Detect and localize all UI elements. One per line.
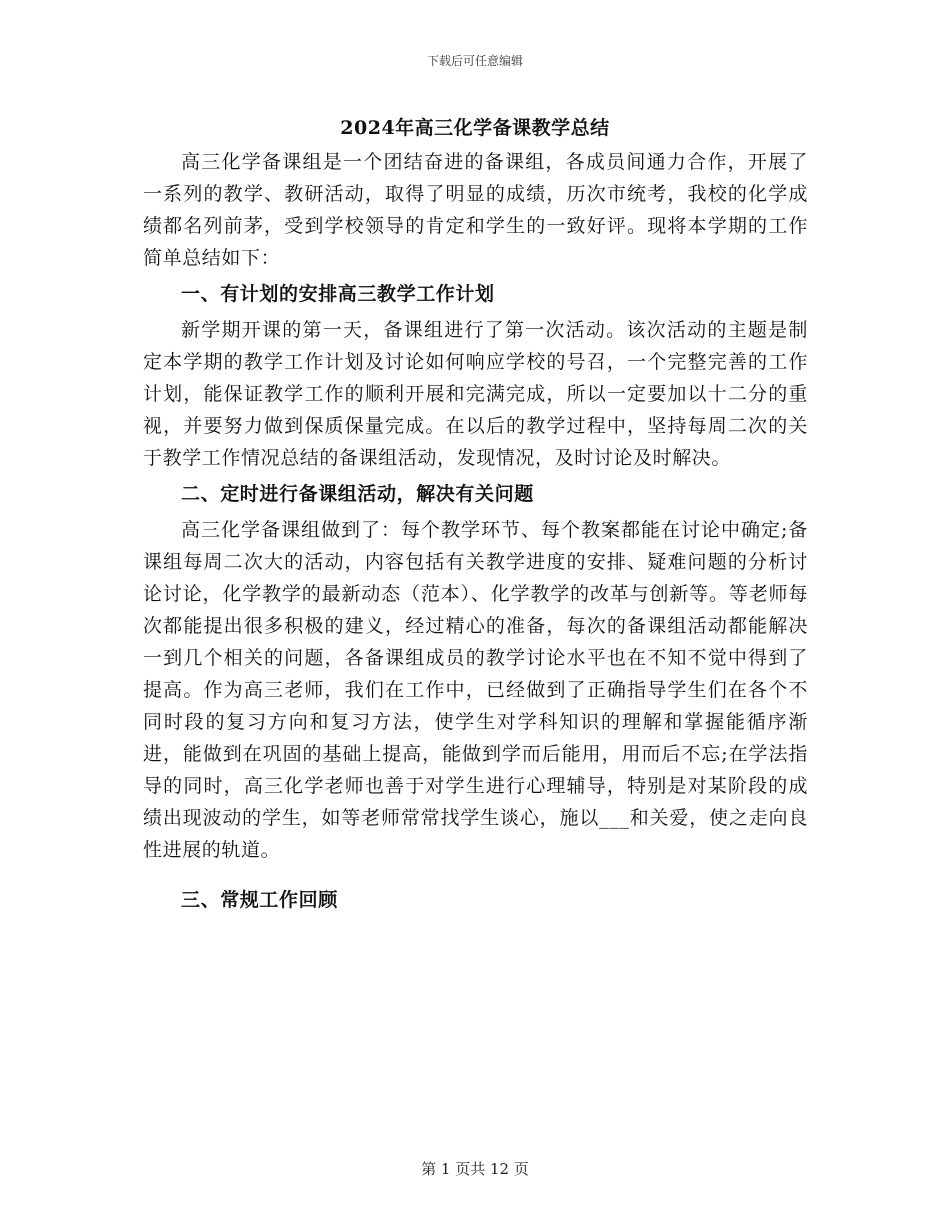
section-3-heading: 三、常规工作回顾 — [181, 889, 338, 911]
document-title: 2024年高三化学备课教学总结 — [340, 117, 610, 139]
section-2-heading: 二、定时进行备课组活动，解决有关问题 — [181, 483, 534, 505]
intro-paragraph: 高三化学备课组是一个团结奋进的备课组，各成员间通力合作，开展了一系列的教学、教研活动，取得了明显的成绩，历次市统考，我校的化学成绩都名列前茅，受到学校领导的肯定和学生的一致好评。现将本学期的工作简单总结如下： — [143, 151, 808, 269]
header-note: 下载后可任意编辑 — [426, 54, 523, 68]
document-body — [143, 146, 808, 920]
section-1-heading: 一、有计划的安排高三教学工作计划 — [181, 283, 495, 305]
section-2-paragraph: 高三化学备课组做到了：每个教学环节、每个教案都能在讨论中确定;备课组每周二次大的活动，内容包括有关教学进度的安排、疑难问题的分析讨论讨论，化学教学的最新动态（范本）、化学教学的改革与创新等。等老师每次都能提出很多积极的建义，经过精心的准备，每次的备课组活动都能解决一到几个相关的问题，各备课组成员的教学讨论水平也在不知不觉中得到了提高。作为高三老师，我们在工作中，已经做到了正确指导学生们在各个不同时段的复习方向和复习方法，使学生对学科知识的理解和掌握能循序渐进，能做到在巩固的基础上提高，能做到学而后能用，用而后不忘;在学法指导的同时，高三化学老师也善于对学生进行心理辅导，特别是对某阶段的成绩出现波动的学生，如等老师常常找学生谈心，施以___和关爱，使之走向良性进展的轨道。 — [143, 519, 808, 861]
page-number-footer: 第 1 页共 12 页 — [421, 1160, 529, 1178]
section-1-paragraph: 新学期开课的第一天，备课组进行了第一次活动。该次活动的主题是制定本学期的教学工作计划及讨论如何响应学校的号召，一个完整完善的工作计划，能保证教学工作的顺利开展和完满完成，所以一定要加以十二分的重视，并要努力做到保质保量完成。在以后的教学过程中，坚持每周二次的关于教学工作情况总结的备课组活动，发现情况，及时讨论及时解决。 — [143, 319, 808, 469]
